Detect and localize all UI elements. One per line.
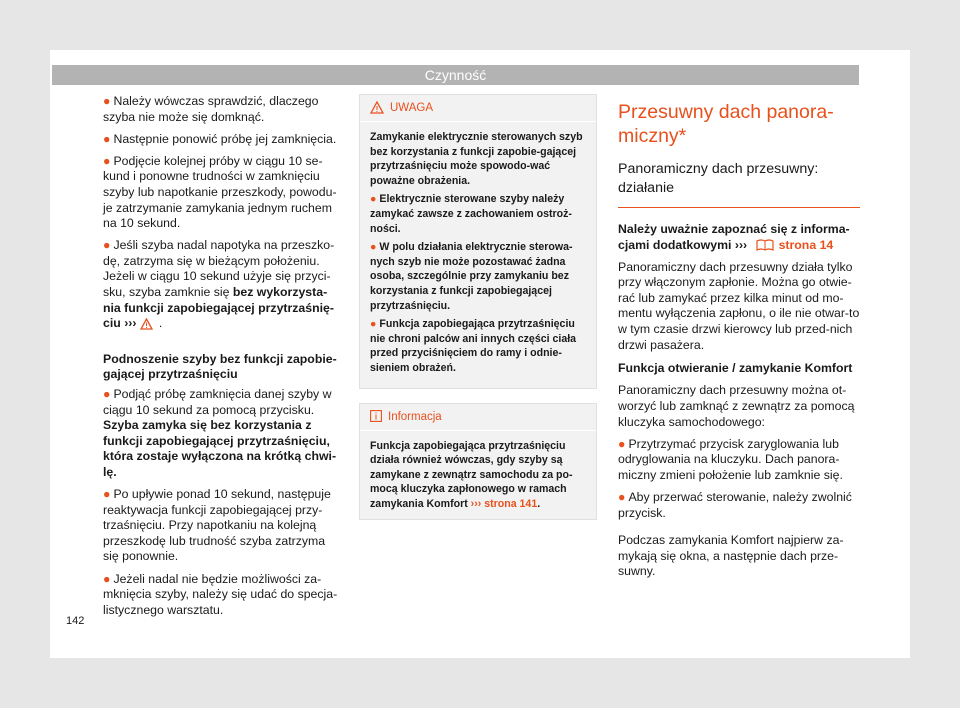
- bullet-icon: ●: [103, 487, 111, 502]
- info-box-title: Informacja: [360, 404, 596, 431]
- paragraph: Panoramiczny dach przesuwny można ot-worzyć lub zamknąć z zewnątrz za pomocą kluczyka samochodowego:: [618, 383, 855, 429]
- book-icon: [755, 238, 775, 252]
- info-box-body: Funkcja zapobiegająca przytrzaśnięciu działa również wówczas, gdy szyby są zamykane z zewnątrz samochodu za po-mocą kluczyka zapłonowego w ramach zamykania Komfort ››› strona 141.: [370, 439, 573, 510]
- list-item: ● Przytrzymać przycisk zaryglowania lub odryglowania na kluczyku. Dach panora-miczny zmieni położenie lub zamknie się.: [618, 436, 843, 482]
- cross-ref-arrow: ›››: [124, 316, 137, 331]
- warning-box-title: UWAGA: [360, 95, 596, 122]
- bullet-icon: ●: [618, 436, 626, 451]
- bullet-icon: ●: [103, 571, 111, 586]
- list-item: ● W polu działania elektrycznie sterowa-nych szyb nie może pozostawać żadna osoba, szczególnie przy zamykaniu bez korzystania z funkcji zapobiegającej przytrzaśnięciu.: [370, 241, 573, 312]
- section-title: Przesuwny dach panora-miczny*: [618, 101, 834, 147]
- page-link[interactable]: strona 14: [778, 237, 834, 252]
- bullet-icon: ●: [618, 489, 626, 504]
- paragraph: Podczas zamykania Komfort najpierw za-mykają się okna, a następnie dach prze-suwny.: [618, 533, 844, 579]
- list-item: ● Należy wówczas sprawdzić, dlaczego szyba nie może się domknąć.: [103, 94, 319, 124]
- list-item: ● Podjąć próbę zamknięcia danej szyby w ciągu 10 sekund za pomocą przycisku. Szyba zamyka się bez korzystania z funkcji zapobiegającej przytrzaśnięciu, która zostaje wyłączona na krótką chwi-lę.: [103, 387, 337, 479]
- list-item: ● Podjęcie kolejnej próby w ciągu 10 se-kund i ponowne trudności w zamknięciu szyby lub napotkanie przeszkody, powodu-je zatrzymanie zamykania jednym ruchem na 10 sekund.: [103, 153, 337, 231]
- column-2: [359, 94, 597, 520]
- bullet-icon: ●: [103, 238, 111, 253]
- list-item: ● Funkcja zapobiegająca przytrzaśnięciu nie chroni palców ani innych części ciała przed przyciśnięciem do ramy i odnie-sieniem obrażeń.: [370, 318, 577, 374]
- bullet-icon: ●: [103, 94, 111, 108]
- list-item: ● Jeżeli nadal nie będzie możliwości za-mknięcia szyby, należy się udać do specja-listycznego warsztatu.: [103, 571, 338, 617]
- bullet-icon: ●: [103, 131, 111, 146]
- bullet-icon: ●: [370, 241, 377, 254]
- info-icon: [370, 410, 382, 422]
- subheading: Podnoszenie szyby bez funkcji zapobie-gającej przytrzaśnięciu: [103, 351, 337, 382]
- page-link[interactable]: strona 141: [484, 497, 538, 510]
- list-item: ● Elektrycznie sterowane szyby należy zamykać zawsze z zachowaniem ostroż-ności.: [370, 193, 572, 235]
- page-number: 142: [66, 615, 85, 627]
- list-item: ● Następnie ponowić próbę jej zamknięcia.: [103, 131, 337, 146]
- warning-triangle-icon: [140, 318, 153, 330]
- paragraph: Panoramiczny dach przesuwny działa tylko przy włączonym zapłonie. Można go otwie-rać lub zamykać przez kilka minut od mo-mentu wyłączenia zapłonu, o ile nie otwar-to w tym czasie drzwi kierowcy lub przed-nich drzwi pasażera.: [618, 259, 860, 352]
- warning-box-body: Zamykanie elektrycznie sterowanych szyb bez korzystania z funkcji zapobie-gającej przytrzaśnięciu może spowodo-wać poważne obrażenia. ● Elektrycznie sterowane szyby należy zamykać zawsze z zachowaniem ostroż-ności. ● W polu działania elektrycznie sterowa-nych szyb nie może pozostawać żadna osoba, szczególnie przy zamykaniu bez korzystania z funkcji zapobiegającej przytrzaśnięciu. ● Funkcja zapobiegająca przytrzaśnięciu nie chroni palców ani innych części ciała przed przyciśnięciem do ramy i odnie-sieniem obrażeń.: [360, 122, 596, 388]
- column-1: [103, 94, 343, 625]
- list-item: ● Aby przerwać sterowanie, należy zwolnić przycisk.: [618, 489, 852, 520]
- warning-triangle-icon: [370, 101, 384, 114]
- bullet-icon: ●: [103, 387, 111, 401]
- subheading: Funkcja otwieranie / zamykanie Komfort: [618, 361, 853, 376]
- subsection-title: Panoramiczny dach przesuwny: działanie: [618, 160, 860, 208]
- bullet-icon: ●: [103, 153, 111, 168]
- section-header: Czynność: [52, 65, 859, 85]
- bullet-icon: ●: [370, 318, 377, 331]
- info-box: [359, 403, 597, 521]
- list-item: ● Jeśli szyba nadal napotyka na przeszko-dę, zatrzyma się w bieżącym położeniu. Jeżeli w ciągu 10 sekund użyje się przyci-sku, szyba zamknie się bez wykorzysta-nia funkcji zapobiegającej przytrzaśnię-ciu ››› .: [103, 238, 335, 331]
- bullet-icon: ●: [370, 193, 377, 206]
- cross-ref-arrow: ›››: [734, 237, 748, 252]
- cross-ref-arrow: ›››: [470, 497, 482, 510]
- intro-paragraph: Należy uważnie zapoznać się z informa-cjami dodatkowymi ››› strona 14: [618, 222, 850, 252]
- list-item: ● Po upływie ponad 10 sekund, następuje reaktywacja funkcji zapobiegającej przy-trzaśnięciu. Przy napotkaniu na kolejną przeszkodę lub trudność szyba zatrzyma się ponownie.: [103, 487, 331, 564]
- column-3: [618, 94, 860, 586]
- warning-box: [359, 94, 597, 389]
